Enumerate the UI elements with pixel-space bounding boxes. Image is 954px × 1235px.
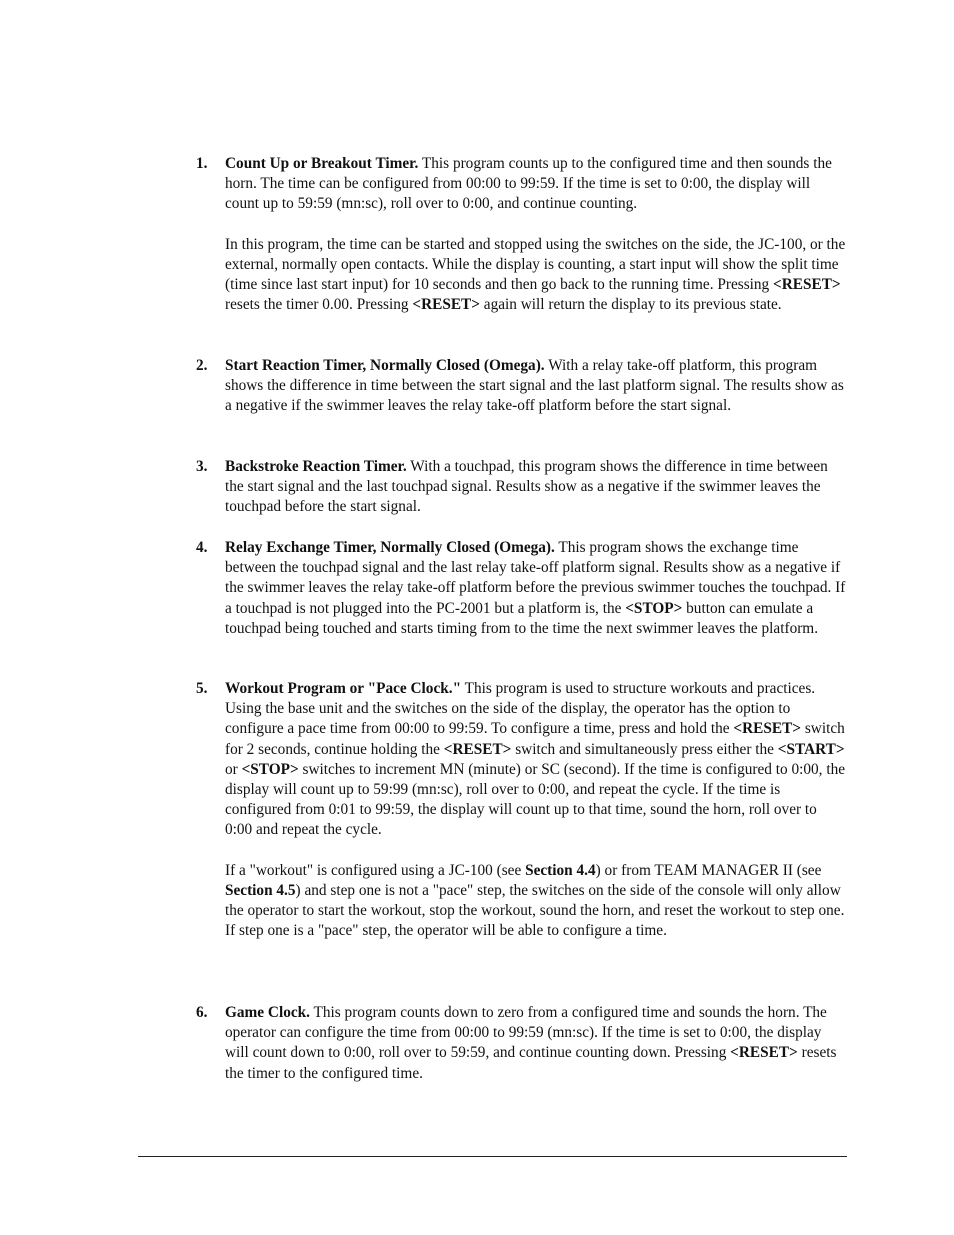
item-title: Count Up or Breakout Timer.	[225, 155, 419, 172]
stop-key-label: <STOP>	[241, 760, 299, 778]
list-item-1	[196, 154, 846, 316]
item-number: 6.	[196, 1004, 208, 1021]
item-paragraph	[225, 1003, 846, 1084]
item-number: 4.	[196, 539, 208, 556]
item-text: ) and step one is not a "pace" step, the switches on the side of the console will only allow the operator to start the workout, stop the workout, sound the horn, and reset the workout to step one. If step one is a "pace" step, the operator will be able to configure a time.	[225, 882, 845, 940]
item-title: Start Reaction Timer, Normally Closed (Omega).	[225, 357, 545, 374]
list-item-4	[196, 538, 846, 639]
reset-key-label: <RESET>	[730, 1044, 798, 1062]
item-text: switch and simultaneously press either the	[511, 740, 778, 758]
list-item-6	[196, 1003, 846, 1084]
item-number: 5.	[196, 680, 208, 697]
item-text: resets the timer 0.00. Pressing	[225, 296, 413, 314]
footer-divider	[138, 1156, 847, 1157]
list-item-2	[196, 356, 846, 417]
item-text: This program counts up to the configured time and then sounds the horn. The time can be configured from 00:00 to 99:59. If the time is set to 0:00, the display will count up to 59:59 (mn:sc), roll over to 0:00, and continue counting.	[225, 155, 832, 213]
item-text: In this program, the time can be started and stopped using the switches on the side, the JC-100, or the external, normally open contacts. While the display is counting, a start input will show the split time (time since last start input) for 10 seconds and then go back to the running time. Pressing	[225, 235, 846, 294]
item-text: This program is used to structure workouts and practices. Using the base unit and the switches on the side of the display, the operator has the option to configure a pace time from 00:00 to 99:59. To configure a time, press and hold the	[225, 680, 816, 738]
item-text: This program shows the exchange time between the touchpad signal and the last relay take-off platform signal. Results show as a negative if the swimmer leaves the relay take-off platform before the previous swimmer touches the touchpad. If a touchpad is not plugged into the PC-2001 but a platform is, the	[225, 539, 846, 617]
item-text: ) or from TEAM MANAGER II (see	[595, 861, 822, 879]
item-text: button can emulate a touchpad being touched and starts timing from to the time the next swimmer leaves the platform.	[225, 599, 819, 637]
item-number: 3.	[196, 458, 208, 475]
reset-key-label: <RESET>	[412, 296, 480, 314]
item-title: Game Clock.	[225, 1004, 310, 1021]
reset-key-label: <RESET>	[773, 276, 841, 294]
list-item-3	[196, 457, 846, 518]
reset-key-label: <RESET>	[733, 720, 802, 738]
reset-key-label: <RESET>	[443, 740, 512, 758]
item-text: or	[225, 760, 242, 778]
item-number: 2.	[196, 357, 208, 374]
item-paragraph	[225, 235, 846, 316]
item-paragraph	[225, 679, 846, 841]
item-paragraph	[225, 538, 846, 639]
item-paragraph	[225, 356, 846, 417]
item-text: switches to increment MN (minute) or SC (second). If the time is configured to 0:00, the display will count up to 59:99 (mn:sc), roll over to 0:00, and repeat the cycle. If the time is configured from 0:01 to 99:59, the display will count up to that time, sound the horn, roll over to 0:00 and repeat the cycle.	[225, 760, 846, 839]
section-reference: Section 4.4	[525, 861, 596, 879]
start-key-label: <START>	[777, 740, 845, 758]
item-paragraph	[225, 861, 846, 942]
list-item-5	[196, 679, 846, 942]
item-text: If a "workout" is configured using a JC-100 (see	[225, 861, 526, 879]
item-text: This program counts down to zero from a configured time and sounds the horn. The operator can configure the time from 00:00 to 99:59 (mn:sc). If the time is set to 0:00, the display will count down to 0:00, roll over to 59:59, and continue counting down. Pressing	[225, 1004, 827, 1062]
item-text: With a touchpad, this program shows the difference in time between the start signal and the last touchpad signal. Results show as a negative if the swimmer leaves the touchpad before the start signal.	[225, 458, 828, 516]
item-text: resets the timer to the configured time.	[225, 1044, 837, 1082]
section-reference: Section 4.5	[225, 882, 296, 900]
item-paragraph	[225, 457, 846, 518]
item-title: Backstroke Reaction Timer.	[225, 458, 407, 475]
item-title: Relay Exchange Timer, Normally Closed (Omega).	[225, 539, 555, 556]
stop-key-label: <STOP>	[625, 599, 683, 617]
item-number: 1.	[196, 155, 208, 172]
item-text: switch for 2 seconds, continue holding the	[225, 720, 845, 758]
item-text: With a relay take-off platform, this program shows the difference in time between the start signal and the last platform signal. The results show as a negative if the swimmer leaves the relay take-off platform before the start signal.	[225, 357, 844, 415]
item-text: again will return the display to its previous state.	[479, 296, 782, 314]
item-title: Workout Program or "Pace Clock."	[225, 680, 462, 697]
item-paragraph	[225, 154, 846, 215]
